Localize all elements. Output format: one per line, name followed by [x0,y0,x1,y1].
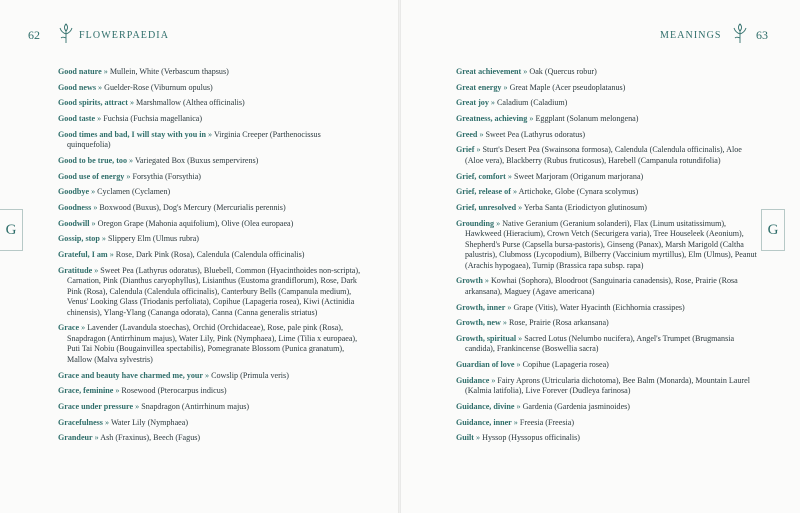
entry-separator: » [109,250,114,260]
entry-separator: » [512,187,517,197]
entry-separator: » [507,171,512,181]
entry-meaning-plants: Rosewood (Pterocarpus indicus) [121,386,227,396]
entry-separator: » [81,323,86,333]
entry-meaning-plants: Water Lily (Nymphaea) [110,417,189,427]
entry-heading: Grandeur [58,433,93,443]
flower-sprig-icon [58,22,74,44]
entry-heading: Goodness [58,203,92,212]
entry-separator: » [479,129,484,139]
entry-separator: » [94,433,99,443]
entry [456,402,761,413]
entry [456,203,761,214]
entry-heading: Grounding [456,218,495,228]
entry-heading: Good taste [58,114,96,124]
entry-separator: » [502,318,507,328]
entry-separator: » [491,375,496,385]
entry-separator: » [513,417,518,427]
entry-meaning-plants: Guelder-Rose (Viburnum opulus) [104,82,213,92]
entry-heading: Grief, release of [456,187,511,197]
running-head: MEANINGS [660,30,722,41]
entry-list [58,67,363,449]
entry-heading: Growth, inner [456,302,506,312]
entry-meaning-plants: Sweet Pea (Lathyrus odoratus) [485,129,586,139]
entry-separator: » [507,302,512,312]
entry-heading: Good times and bad, I will stay with you in [58,129,206,139]
entry-separator: » [97,114,102,124]
entry-separator: » [518,333,523,343]
entry-meaning-plants: Sturt's Desert Pea (Swainsona formosa), Calendula (Calendula officinalis), Aloe (Aloe vera), Blackberry (Rubus fruticosus), Harebell (Campanula rotundifolia) [465,145,742,165]
entry-heading: Good use of energy [58,171,125,181]
entry-heading: Guardian of love [456,360,515,370]
entry [456,67,761,78]
entry-separator: » [91,187,96,197]
entry [58,156,363,167]
entry [58,114,363,125]
entry-heading: Guidance, divine [456,402,515,411]
entry-separator: » [135,402,140,411]
entry-meaning-plants: Grape (Vitis), Water Hyacinth (Eichhornia crassipes) [513,302,685,312]
entry-separator: » [105,417,110,427]
entry [58,418,363,429]
entry-meaning-plants: Rose, Prairie (Rosa arkansana) [508,318,609,328]
entry-heading: Greatness, achieving [456,114,528,124]
entry-separator: » [476,433,481,443]
entry-meaning-plants: Fuchsia (Fuchsia magellanica) [103,114,203,124]
left-page [0,0,398,513]
entry [58,203,363,214]
entry [456,376,761,397]
entry [456,145,761,166]
entry-separator: » [98,82,103,92]
entry-meaning-plants: Sacred Lotus (Nelumbo nucifera), Angel's Trumpet (Brugmansia candida), Frankincense (Boswellia sacra) [465,333,735,354]
entry [456,114,761,125]
entry-separator: » [129,155,134,165]
entry-meaning-plants: Caladium (Caladium) [497,98,568,108]
entry-separator: » [115,386,120,396]
entry [456,83,761,94]
entry-heading: Grief, comfort [456,171,506,181]
entry-meaning-plants: Kowhai (Sophora), Bloodroot (Sanguinaria canadensis), Rose, Prairie (Rosa arkansana), Maguey (Agave americana) [465,276,738,296]
entry [456,360,761,371]
entry [58,371,363,382]
entry-separator: » [496,218,501,228]
running-head: FLOWERPAEDIA [79,30,170,41]
entry-meaning-plants: Rose, Dark Pink (Rosa), Calendula (Calendula officinalis) [115,250,305,260]
entry-meaning-plants: Sweet Marjoram (Origanum marjorana) [514,171,644,181]
entry [58,172,363,183]
section-tab: G [761,209,785,251]
entry-meaning-plants: Lavender (Lavandula stoechas), Orchid (Orchidaceae), Rose, pale pink (Rosa), Snapdragon (Antirrhinum majus), Water Lily, Pink (Nymphaea), Lime (Tilia x europaea), Puti Tai Nobiu (Bougainvillea spectabilis), Pomegranate Blossom (Punica granatum), Mallow (Malva sylvestris) [67,323,358,364]
entry-heading: Great energy [456,82,502,92]
entry-heading: Growth, new [456,318,501,328]
entry-heading: Greed [456,129,478,139]
entry-heading: Good news [58,82,97,92]
entry-heading: Grateful, I am [58,250,108,260]
entry-meaning-plants: Boxwood (Buxus), Dog's Mercury (Mercurialis perennis) [99,203,286,212]
entry [456,172,761,183]
right-page [401,0,800,513]
entry [456,130,761,141]
entry [58,433,363,444]
entry-separator: » [93,203,98,212]
flower-sprig-icon [732,22,748,44]
page-number: 63 [756,28,768,42]
entry-heading: Guidance, inner [456,417,512,427]
entry-meaning-plants: Virginia Creeper (Parthenocissus quinquefolia) [67,129,321,150]
entry-meaning-plants: Variegated Box (Buxus sempervirens) [134,155,259,165]
entry [456,318,761,329]
entry-heading: Grief [456,145,475,155]
entry-meaning-plants: Slippery Elm (Ulmus rubra) [107,234,199,244]
entry-meaning-plants: Gardenia (Gardenia jasminoides) [522,402,631,411]
entry-meaning-plants: Fairy Aprons (Utricularia dichotoma), Bee Balm (Monarda), Mountain Laurel (Kalmia latifolia), Live Forever (Dudleya farinosa) [465,375,751,396]
entry-list [456,67,761,449]
entry [456,219,761,272]
entry-meaning-plants: Great Maple (Acer pseudoplatanus) [509,82,626,92]
entry [456,98,761,109]
entry-separator: » [126,171,131,181]
entry [58,386,363,397]
entry [456,187,761,198]
entry [58,250,363,261]
entry-meaning-plants: Native Geranium (Geranium solanderi), Flax (Linum usitatissimum), Hawkweed (Hieracium), Crown Vetch (Securigera varia), Tree Houseleek (Aeonium), Shepherd's Purse (Capsella bursa-pastoris), Ginseng (Panax), Marsh Marigold (Caltha palustris), Clubmoss (Lycopodium), Bilberry (Vaccinium myrtillus), Elm (Ulmus), Peanut (Arachis hypogaea), Turnip (Brassica rapa subsp. rapa) [465,218,757,270]
entry [58,67,363,78]
entry-heading: Goodbye [58,187,90,197]
entry-heading: Gracefulness [58,417,103,427]
entry-heading: Gratitude [58,265,93,275]
entry-heading: Grace, feminine [58,386,114,396]
entry-separator: » [94,265,99,275]
entry-meaning-plants: Copihue (Lapageria rosea) [522,360,609,370]
entry-meaning-plants: Ash (Fraxinus), Beech (Fagus) [100,433,201,443]
entry-meaning-plants: Oak (Quercus robur) [529,67,597,76]
entry-heading: Growth, spiritual [456,333,517,343]
entry-separator: » [529,114,534,124]
page-number: 62 [28,28,40,42]
entry-separator: » [208,129,213,139]
entry-meaning-plants: Marshmallow (Althea officinalis) [136,98,245,108]
entry-heading: Grief, unresolved [456,203,517,212]
entry [58,323,363,365]
entry-heading: Good spirits, attract [58,98,128,108]
entry-meaning-plants: Cowslip (Primula veris) [211,370,289,380]
entry-meaning-plants: Artichoke, Globe (Cynara scolymus) [518,187,639,197]
entry [58,219,363,230]
entry [58,266,363,319]
entry-separator: » [490,98,495,108]
entry [58,187,363,198]
entry [58,130,363,151]
entry-separator: » [503,82,508,92]
entry-separator: » [476,145,481,155]
entry-heading: Guidance [456,375,490,385]
entry [456,276,761,297]
entry-heading: Great joy [456,98,489,108]
entry-separator: » [129,98,134,108]
entry-heading: Goodwill [58,218,90,228]
entry-separator: » [101,234,106,244]
entry-meaning-plants: Cyclamen (Cyclamen) [97,187,171,197]
entry [58,83,363,94]
entry [456,334,761,355]
entry-meaning-plants: Freesia (Freesia) [519,417,575,427]
entry-separator: » [484,276,489,286]
entry-heading: Grace and beauty have charmed me, your [58,370,203,380]
entry-heading: Growth [456,276,483,286]
entry-meaning-plants: Yerba Santa (Eriodictyon glutinosum) [523,203,647,212]
entry [456,303,761,314]
entry-heading: Good nature [58,67,102,76]
entry-meaning-plants: Eggplant (Solanum melongena) [535,114,639,124]
entry-separator: » [516,402,521,411]
entry [456,418,761,429]
entry-heading: Gossip, stop [58,234,100,244]
entry [456,433,761,444]
entry-heading: Grace under pressure [58,402,134,411]
entry-meaning-plants: Snapdragon (Antirrhinum majus) [141,402,250,411]
entry [58,402,363,413]
entry [58,234,363,245]
entry-heading: Grace [58,323,80,333]
entry-meaning-plants: Hyssop (Hyssopus officinalis) [482,433,580,443]
entry-separator: » [523,67,528,76]
entry-separator: » [103,67,108,76]
section-tab: G [0,209,23,251]
entry-meaning-plants: Mullein, White (Verbascum thapsus) [109,67,229,76]
entry-separator: » [91,218,96,228]
entry-separator: » [516,360,521,370]
entry-separator: » [518,203,523,212]
entry-separator: » [205,370,210,380]
entry-meaning-plants: Sweet Pea (Lathyrus odoratus), Bluebell, Common (Hyacinthoides non-scripta), Carnation, Pink (Dianthus caryophyllus), Lisianthus (Eustoma grandiflorum), Rose, Dark Pink (Rosa), Calendula (Calendula officinalis), Canterbury Bells (Campanula medium), Venus' Looking Glass (Triodanis perfoliata), Copihue (Lapageria rosea), Kiwi (Actinidia chinensis), Ylang-Ylang (Cananga odorata), Canna (Canna generalis striatus) [67,265,361,317]
entry-heading: Great achievement [456,67,522,76]
entry-heading: Guilt [456,433,474,443]
entry-meaning-plants: Oregon Grape (Mahonia aquifolium), Olive (Olea europaea) [97,218,294,228]
entry-meaning-plants: Forsythia (Forsythia) [132,171,202,181]
entry-heading: Good to be true, too [58,155,128,165]
entry [58,98,363,109]
